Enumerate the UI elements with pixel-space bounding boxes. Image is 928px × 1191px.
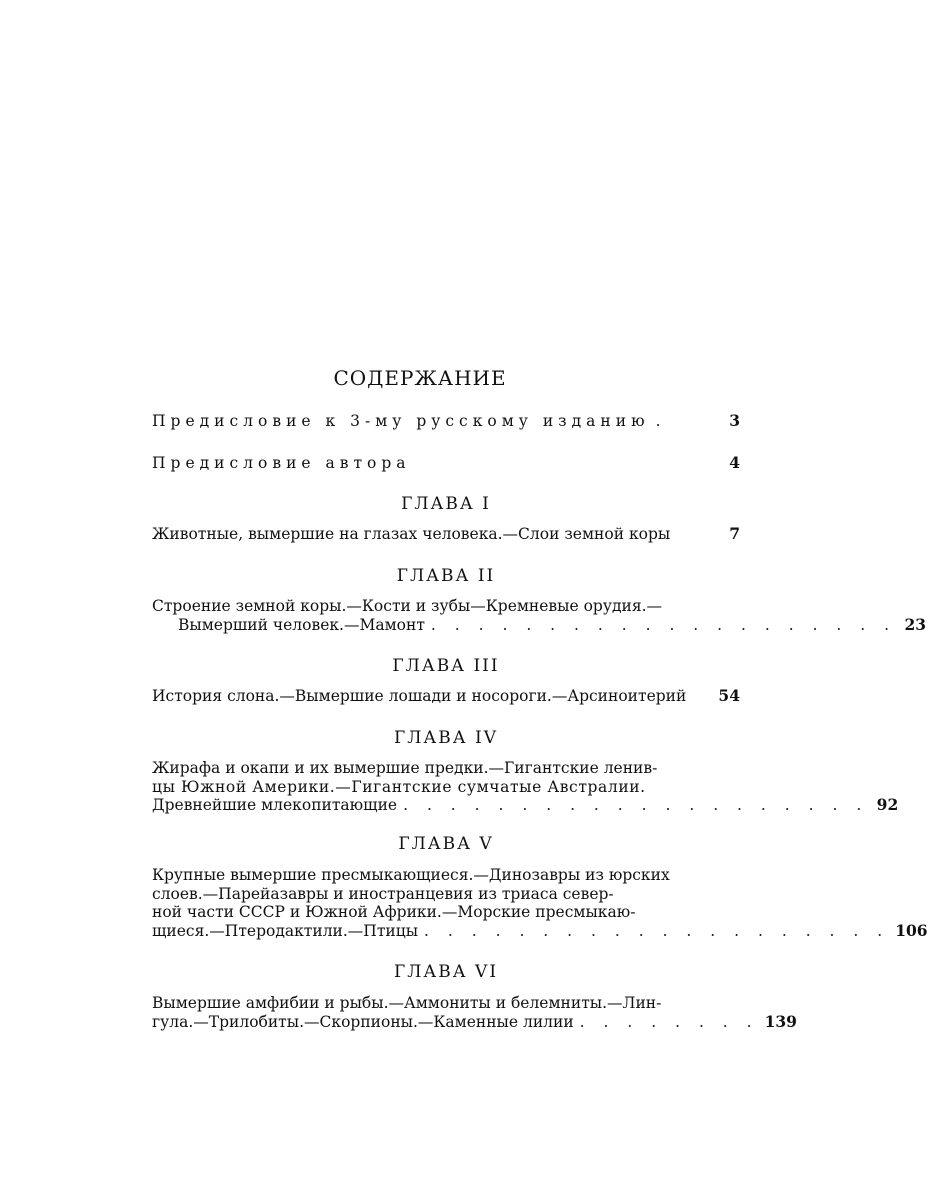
toc-entry-text: Предисловие к 3-му русскому изданию bbox=[152, 412, 650, 430]
toc-entry-line: ной части СССР и Южной Африки.—Морские пресмыкаю- bbox=[152, 903, 636, 921]
page-number: 106 bbox=[895, 920, 928, 940]
toc-entry-chapter-3 bbox=[152, 687, 740, 706]
toc-entry-line: Крупные вымершие пресмыкающиеся.—Динозавры из юрских bbox=[152, 866, 670, 884]
toc-entry-chapter-5 bbox=[152, 866, 928, 940]
toc-entry-line: Вымершие амфибии и рыбы.—Аммониты и белемниты.—Лин- bbox=[152, 994, 662, 1012]
page-number: 54 bbox=[718, 686, 740, 705]
toc-entry-preface-author bbox=[152, 454, 740, 473]
page-number: 3 bbox=[729, 411, 740, 430]
page-number: 92 bbox=[876, 795, 899, 814]
toc-entry-preface-russian bbox=[152, 412, 740, 431]
page-number: 4 bbox=[729, 453, 740, 472]
toc-entry-line: Строение земной коры.—Кости и зубы—Кремневые орудия.— bbox=[152, 597, 663, 615]
toc-entry-line: слоев.—Парейазавры и иностранцевия из триаса север- bbox=[152, 884, 614, 903]
dot-leader: . bbox=[655, 412, 668, 430]
chapter-heading: ГЛАВА IV bbox=[393, 728, 499, 748]
toc-entry-text: История слона.—Вымершие лошади и носороги.—Арсиноитерий bbox=[152, 687, 687, 705]
dot-leader: . . . . . . . . . . . . . . . . . . . . bbox=[424, 921, 890, 940]
page-title: СОДЕРЖАНИЕ bbox=[333, 366, 507, 390]
chapter-heading: ГЛАВА I bbox=[401, 494, 491, 514]
toc-entry-chapter-1 bbox=[152, 525, 740, 544]
page-number: 23 bbox=[904, 614, 927, 634]
chapter-heading: ГЛАВА V bbox=[398, 834, 494, 854]
page-number: 7 bbox=[729, 524, 740, 543]
toc-entry-text: Животные, вымершие на глазах человека.—Слои земной коры bbox=[152, 525, 671, 543]
chapter-heading: ГЛАВА III bbox=[392, 656, 500, 676]
toc-entry-chapter-4 bbox=[152, 759, 899, 815]
toc-entry-chapter-6 bbox=[152, 994, 797, 1031]
page-number: 139 bbox=[764, 1011, 797, 1031]
chapter-heading: ГЛАВА II bbox=[396, 566, 496, 586]
chapter-heading: ГЛАВА VI bbox=[393, 962, 499, 982]
toc-entry-text: Вымерший человек.—Мамонт bbox=[178, 615, 425, 634]
toc-entry-line: цы Южной Америки.—Гигантские сумчатые Австралии. bbox=[152, 777, 646, 796]
dot-leader: . . . . . . . . bbox=[579, 1012, 759, 1031]
toc-entry-text: Древнейшие млекопитающие bbox=[152, 796, 398, 814]
toc-entry-text: Предисловие автора bbox=[152, 454, 411, 472]
toc-entry-chapter-2 bbox=[152, 597, 927, 634]
toc-entry-line: Жирафа и окапи и их вымершие предки.—Гигантские ленив- bbox=[152, 759, 658, 777]
dot-leader: . . . . . . . . . . . . . . . . . . . . bbox=[430, 615, 897, 634]
toc-entry-text: гула.—Трилобиты.—Скорпионы.—Каменные лилии bbox=[152, 1012, 574, 1031]
dot-leader: . . . . . . . . . . . . . . . . . . . . bbox=[403, 796, 869, 814]
toc-entry-text: щиеся.—Птеродактили.—Птицы bbox=[152, 921, 419, 940]
